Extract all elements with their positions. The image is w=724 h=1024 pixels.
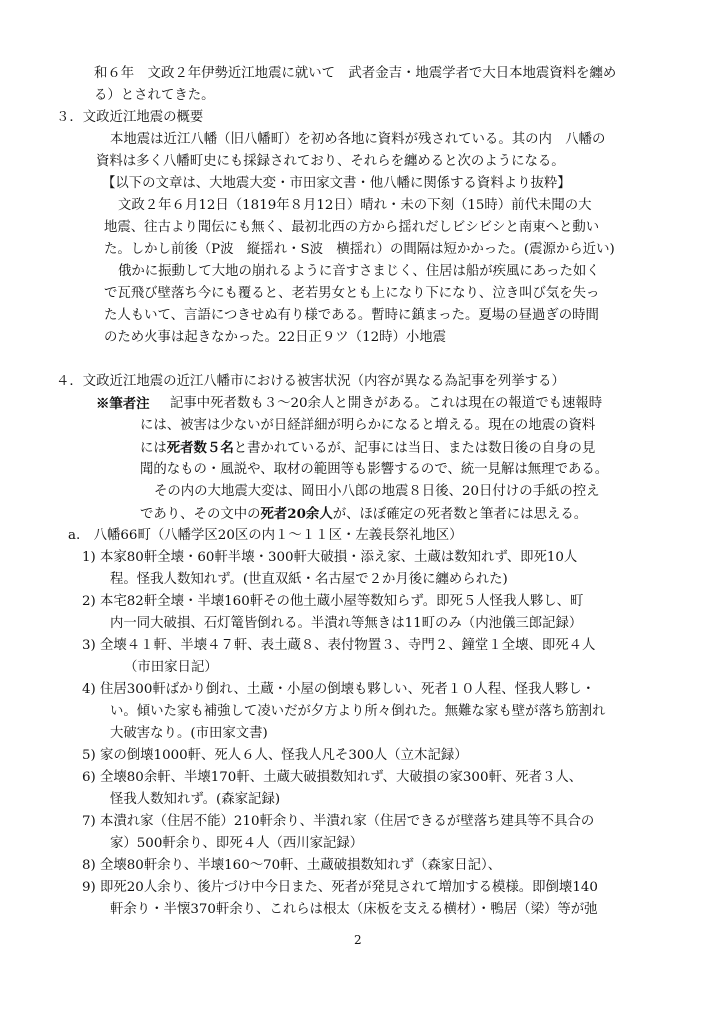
text-segment: と書かれているが、記事には当日、または数日後の自身の見: [233, 441, 596, 456]
text-line: 記事中死者数も３～20余人と開きがある。これは現在の報道でも速報時: [170, 396, 603, 411]
list-item: 9) 即死20人余り、後片づけ中今日また、死者が発見されて増加する模様。即倒壊140: [82, 880, 598, 895]
list-item: 4) 住居300軒ばかり倒れ、土蔵・小屋の倒壊も夥しい、死者１０人程、怪我人夥し・: [82, 682, 596, 697]
text-line: る）とされてきた。: [94, 88, 215, 103]
list-item-continuation: い。傾いた家も補強して凌いだが夕方より所々倒れた。無難な家も壁が落ち筋割れ: [110, 704, 606, 719]
emphasis-text: 死者20余人: [260, 506, 333, 522]
text-line: た人もいて、言語につきせぬ有り様である。暫時に鎮まった。夏場の昼過ぎの時間: [104, 308, 599, 323]
text-line: 俄かに振動して大地の崩れるように音すさまじく、住居は船が疾風にあった如く: [118, 264, 600, 279]
list-item: 7) 本潰れ家（住居不能）210軒余り、半潰れ家（住居できるが壁落ち建具等不具合の: [82, 814, 595, 829]
list-item: 5) 家の倒壊1000軒、死人６人、怪我人凡そ300人（立木記録）: [82, 748, 468, 763]
section-heading: ３．文政近江地震の概要: [56, 110, 204, 125]
list-item: 2) 本宅82軒全壊・半壊160軒その他土蔵小屋等数知らず。即死５人怪我人夥し、町: [82, 594, 584, 609]
list-item-continuation: 怪我人数知れず。(森家記録): [110, 792, 281, 807]
list-item-continuation: 内一同大破損、石灯篭皆倒れる。半潰れ等無きは11町のみ（内池儀三郎記録）: [110, 616, 583, 631]
text-line: には、被害は少ないが日経詳細が明らかになると増える。現在の地震の資料: [140, 418, 596, 433]
text-line: のため火事は起きなかった。22日正９ツ（12時）小地震: [104, 330, 447, 345]
list-item-continuation: 軒余り・半懐370軒余り、これらは根太（床板を支える横材）・鴨居（梁）等が弛: [110, 902, 598, 917]
emphasis-text: 死者数５名: [166, 440, 234, 456]
list-item: 6) 全壊80余軒、半壊170軒、土蔵大破損数知れず、大破損の家300軒、死者３人、: [82, 770, 583, 785]
text-line: 資料は多く八幡町史にも採録されており、それらを纏めると次のようになる。: [96, 154, 565, 169]
text-line: 文政２年６月12日（1819年８月12日）晴れ・未の下刻（15時）前代未聞の大: [118, 198, 592, 213]
text-line: 聞的なもの・風説や、取材の範囲等も影響するので、統一見解は無理である。: [140, 462, 609, 477]
text-line: 本地震は近江八幡（旧八幡町）を初め各地に資料が残されている。其の内 八幡の: [110, 132, 606, 147]
text-line: [140, 505, 587, 524]
text-segment: であり、その文中の: [140, 507, 261, 522]
section-heading: ４．文政近江地震の近江八幡市における被害状況（内容が異なる為記事を列挙する）: [56, 374, 565, 389]
text-line: で瓦飛び壁落ち今にも覆ると、老若男女とも上になり下になり、泣き叫び気を失っ: [104, 286, 600, 301]
list-item: 1) 本家80軒全壊・60軒半壊・300軒大破損・添え家、土蔵は数知れず、即死10人: [82, 550, 578, 565]
list-item-continuation: 家）500軒余り、即死４人（西川家記録）: [110, 836, 364, 851]
list-item-continuation: （市田家日記）: [124, 660, 218, 675]
subsection-heading: a. 八幡66町（八幡学区20区の内１～１１区・左義長祭礼地区）: [68, 528, 463, 543]
author-note-label: ※筆者注: [96, 396, 150, 412]
text-segment: には: [140, 441, 167, 456]
text-line: [140, 439, 595, 458]
list-item-continuation: 程。怪我人数知れず。(世直双紙・名古屋で２か月後に纏められた): [110, 572, 508, 587]
text-line: その内の大地震大変は、岡田小八郎の地震８日後、20日付けの手紙の控え: [154, 484, 600, 499]
text-segment: が、ほぼ確定の死者数と筆者には思える。: [332, 507, 588, 522]
list-item: 8) 全壊80軒余り、半壊160～70軒、土蔵破損数知れず（森家日記）、: [82, 858, 502, 873]
list-item-continuation: 大破害なり。(市田家文書): [110, 726, 268, 741]
list-item: 3) 全壊４１軒、半壊４７軒、表土蔵８、表付物置３、寺門２、鐘堂１全壊、即死４人: [82, 638, 596, 653]
text-line: 【以下の文章は、大地震大変・市田家文書・他八幡に関係する資料より抜粋】: [102, 176, 571, 191]
text-line: た。しかし前後（P波 縦揺れ・S波 横揺れ）の間隔は短かかった。(震源から近い): [104, 242, 615, 257]
text-line: 和６年 文政２年伊勢近江地震に就いて 武者金吉・地震学者で大日本地震資料を纏め: [94, 66, 617, 81]
text-line: 地震、往古より聞伝にも無く、最初北西の方から揺れだしビシビシと南東へと動い: [104, 220, 600, 235]
page-number: 2: [354, 933, 362, 947]
